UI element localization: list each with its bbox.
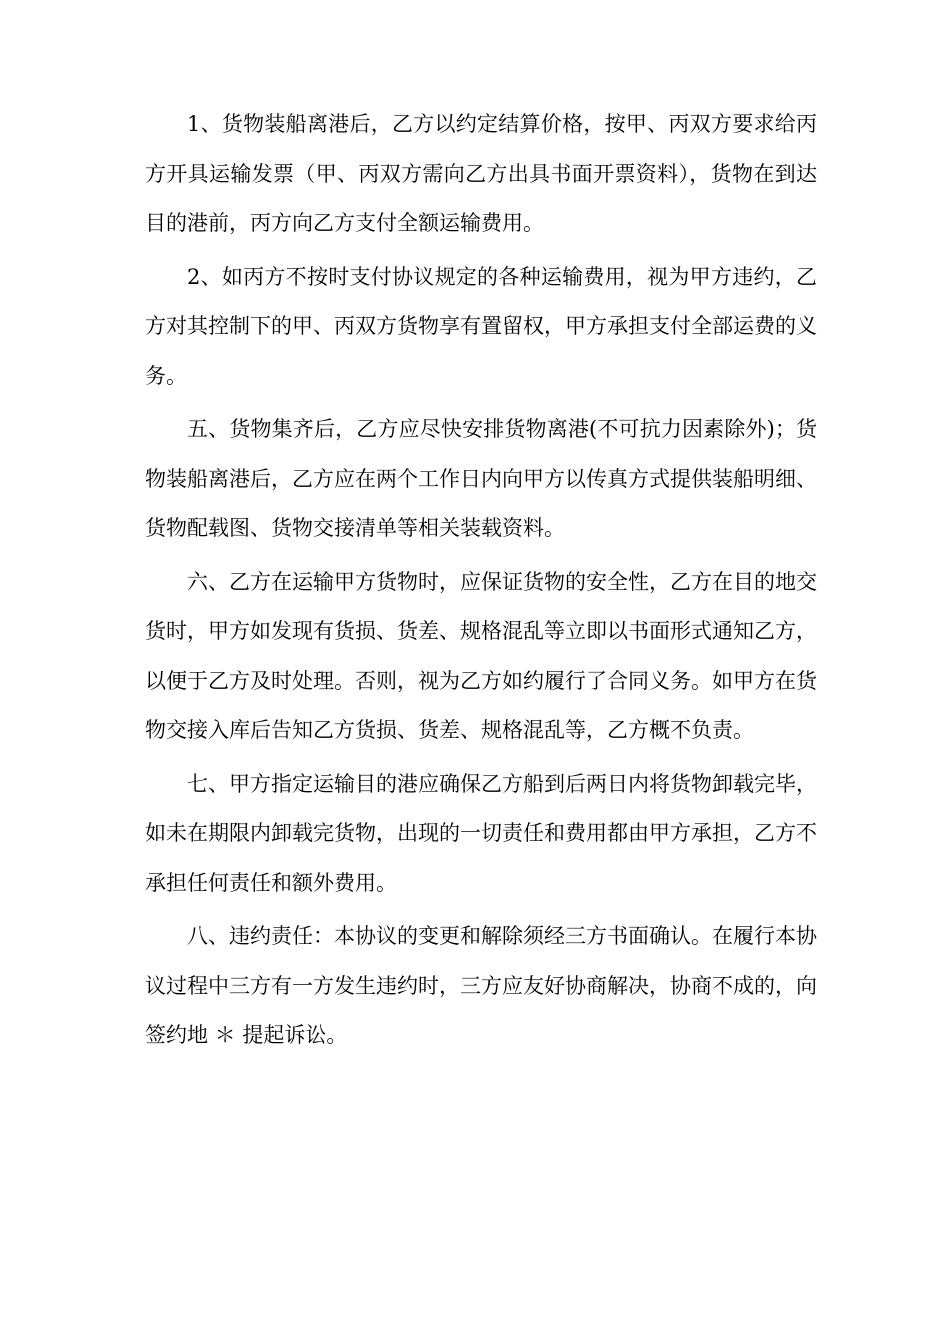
- paragraph-payment-invoice: 1、货物装船离港后，乙方以约定结算价格，按甲、丙双方要求给丙方开具运输发票（甲、丙双方需向乙方出具书面开票资料），货物在到达目的港前，丙方向乙方支付全额运输费用。: [145, 112, 817, 235]
- paragraph-clause-five: 五、货物集齐后，乙方应尽快安排货物离港(不可抗力因素除外)；货物装船离港后，乙方应在两个工作日内向甲方以传真方式提供装船明细、货物配载图、货物交接清单等相关装载资料。: [145, 417, 817, 540]
- paragraph-clause-seven: 七、甲方指定运输目的港应确保乙方船到后两日内将货物卸载完毕，如未在期限内卸载完货物，出现的一切责任和费用都由甲方承担，乙方不承担任何责任和额外费用。: [145, 771, 817, 895]
- paragraph-payment-default: 2、如丙方不按时支付协议规定的各种运输费用，视为甲方违约，乙方对其控制下的甲、丙双方货物享有置留权，甲方承担支付全部运费的义务。: [145, 264, 817, 388]
- paragraph-clause-six: 六、乙方在运输甲方货物时，应保证货物的安全性，乙方在目的地交货时，甲方如发现有货损、货差、规格混乱等立即以书面形式通知乙方，以便于乙方及时处理。否则，视为乙方如约履行了合同义务。如甲方在货物交接入库后告知乙方货损、货差、规格混乱等，乙方概不负责。: [145, 569, 817, 742]
- document-body: [145, 100, 817, 1065]
- paragraph-clause-eight: 八、违约责任：本协议的变更和解除须经三方书面确认。在履行本协议过程中三方有一方发生违约时，三方应友好协商解决，协商不成的，向签约地 ＊ 提起诉讼。: [145, 924, 817, 1047]
